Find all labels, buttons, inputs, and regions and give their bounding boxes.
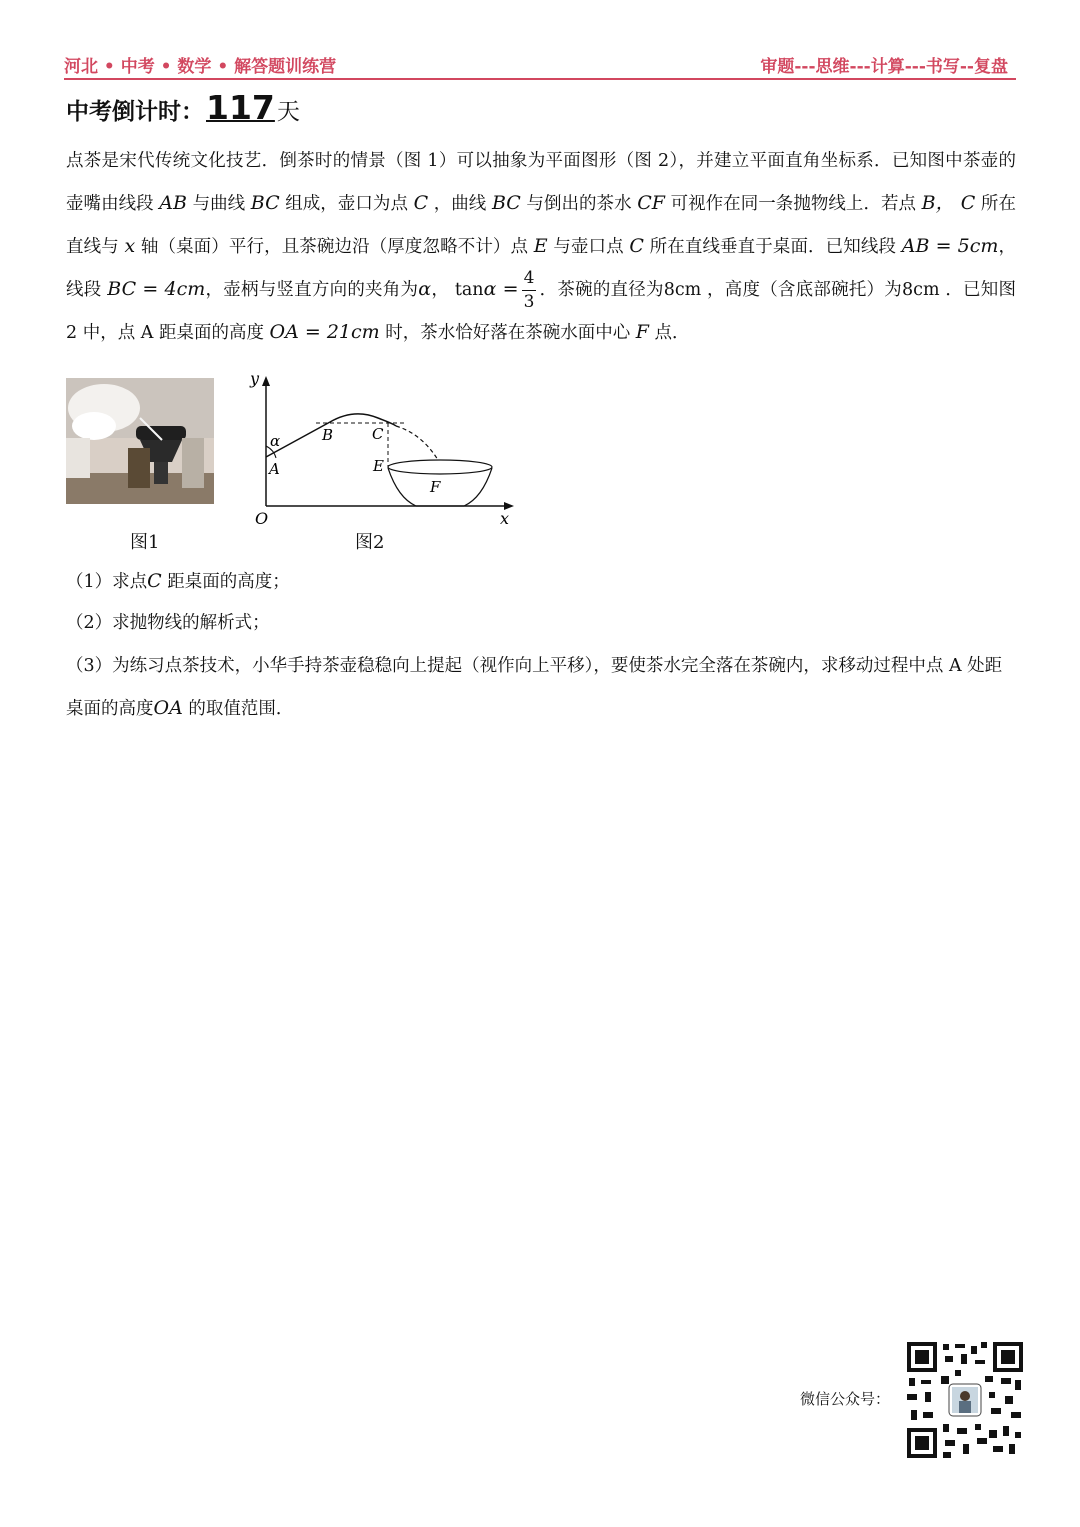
header-motto: 审题---思维---计算---书写--复盘: [760, 57, 1008, 77]
fig1-caption: 图1: [130, 532, 160, 553]
countdown-unit: 天: [276, 99, 300, 125]
countdown-days: 117: [206, 88, 275, 127]
tan-fraction: $\frac{4}{3}$: [523, 268, 535, 312]
page-header: [64, 50, 1016, 80]
label-x: x: [500, 509, 510, 528]
label-F: F: [430, 478, 441, 496]
tea-pouring-photo: [66, 378, 214, 504]
question-1: （1）求点C 距桌面的高度；: [66, 570, 290, 592]
problem-statement: 点茶是宋代传统文化技艺．倒茶时的情景（图 1）可以抽象为平面图形（图 2），并建立平面直角坐标系．已知图中茶壶的壶嘴由线段 AB 与曲线 BC 组成，壶口为点 C ，曲线 BC 与倒出的茶水 CF 可视作在同一条抛物线上．若点 B， C 所在直线与 x 轴（桌面）平行，且茶碗边沿（厚度忽略不计）点 E 与壶口点 C 所在直线垂直于桌面．已知线段 AB = 5cm，线段 BC = 4cm，壶柄与竖直方向的夹角为α， tanα = $\frac{4}{3}$ ．茶碗的直径为8cm ，高度（含底部碗托）为8cm ．已知图 2 中，点 A 距桌面的高度 OA = 21cm 时，茶水恰好落在茶碗水面中心 F 点．: [66, 151, 1017, 343]
fig2-caption: 图2: [355, 532, 385, 553]
label-O: O: [255, 509, 269, 528]
tea-stream: [396, 426, 438, 460]
label-B: B: [322, 426, 334, 444]
wechat-label: 微信公众号：: [800, 1390, 891, 1408]
exam-countdown: [66, 88, 300, 132]
question-3: （3）为练习点茶技术，小华手持茶壶稳稳向上提起（视作向上平移），要使茶水完全落在茶碗内，求移动过程中点 A 处距桌面的高度OA 的取值范围．: [66, 656, 1003, 719]
coordinate-figure: [238, 364, 528, 534]
label-A: A: [269, 460, 280, 478]
header-series-title: 河北 • 中考 • 数学 • 解答题训练营: [64, 57, 337, 77]
bowl-rim: [388, 460, 492, 474]
label-alpha: α: [270, 432, 281, 450]
y-axis-arrow: [262, 376, 270, 386]
label-E: E: [373, 457, 384, 475]
label-y: y: [250, 369, 260, 388]
wechat-qr-code: [905, 1340, 1025, 1460]
countdown-label: 中考倒计时：: [66, 99, 204, 125]
label-C: C: [372, 425, 384, 443]
question-2: （2）求抛物线的解析式；: [66, 613, 270, 633]
